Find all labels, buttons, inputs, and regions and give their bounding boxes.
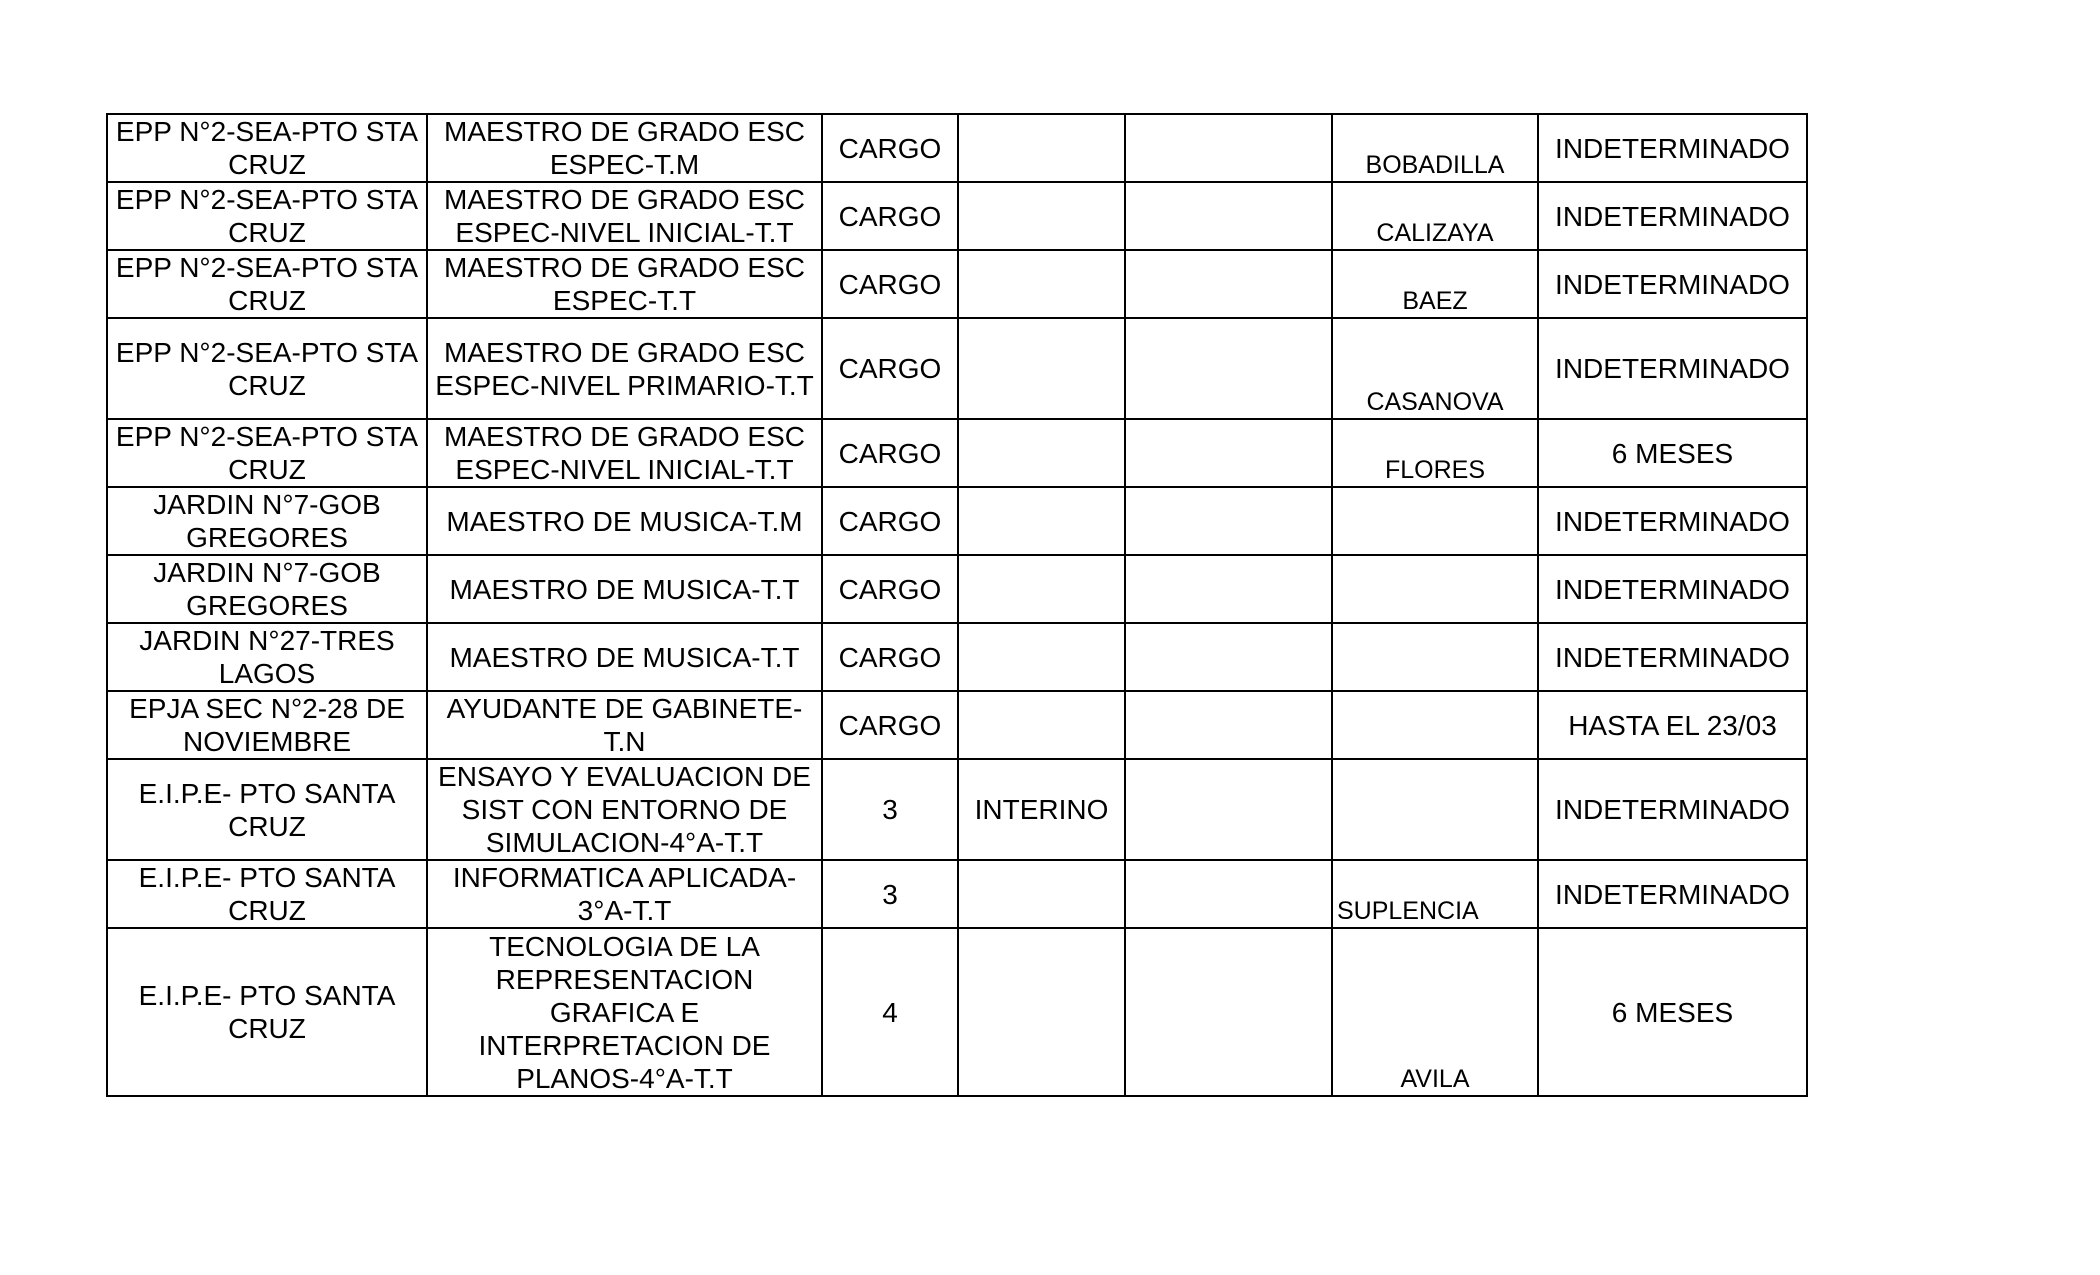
table-row bbox=[107, 555, 1807, 623]
empty-cell bbox=[1125, 318, 1332, 419]
duration-cell: 6 MESES bbox=[1538, 928, 1807, 1096]
name-cell bbox=[1332, 555, 1538, 623]
position-cell: MAESTRO DE GRADO ESC ESPEC-T.M bbox=[427, 114, 822, 182]
duration-cell: INDETERMINADO bbox=[1538, 250, 1807, 318]
school-cell: EPP N°2-SEA-PTO STA CRUZ bbox=[107, 419, 427, 487]
condition-cell bbox=[958, 487, 1125, 555]
name-cell bbox=[1332, 623, 1538, 691]
hours-cell: CARGO bbox=[822, 487, 958, 555]
vacancy-table bbox=[106, 113, 1808, 1097]
name-cell: BOBADILLA bbox=[1332, 114, 1538, 182]
hours-cell: CARGO bbox=[822, 691, 958, 759]
school-cell: EPJA SEC N°2-28 DE NOVIEMBRE bbox=[107, 691, 427, 759]
duration-cell: 6 MESES bbox=[1538, 419, 1807, 487]
school-cell: JARDIN N°7-GOB GREGORES bbox=[107, 555, 427, 623]
condition-cell bbox=[958, 114, 1125, 182]
school-cell: E.I.P.E- PTO SANTA CRUZ bbox=[107, 759, 427, 860]
empty-cell bbox=[1125, 623, 1332, 691]
empty-cell bbox=[1125, 691, 1332, 759]
position-cell: MAESTRO DE GRADO ESC ESPEC-NIVEL PRIMARIO-T.T bbox=[427, 318, 822, 419]
position-cell: TECNOLOGIA DE LA REPRESENTACION GRAFICA E INTERPRETACION DE PLANOS-4°A-T.T bbox=[427, 928, 822, 1096]
duration-cell: INDETERMINADO bbox=[1538, 318, 1807, 419]
duration-cell: INDETERMINADO bbox=[1538, 182, 1807, 250]
table-row bbox=[107, 928, 1807, 1096]
hours-cell: CARGO bbox=[822, 623, 958, 691]
hours-cell: CARGO bbox=[822, 250, 958, 318]
hours-cell: 3 bbox=[822, 759, 958, 860]
condition-cell bbox=[958, 182, 1125, 250]
hours-cell: 3 bbox=[822, 860, 958, 928]
name-cell bbox=[1332, 487, 1538, 555]
name-cell bbox=[1332, 691, 1538, 759]
hours-cell: 4 bbox=[822, 928, 958, 1096]
hours-cell: CARGO bbox=[822, 419, 958, 487]
duration-cell: INDETERMINADO bbox=[1538, 487, 1807, 555]
school-cell: EPP N°2-SEA-PTO STA CRUZ bbox=[107, 182, 427, 250]
table-row bbox=[107, 623, 1807, 691]
table-row bbox=[107, 182, 1807, 250]
condition-cell bbox=[958, 555, 1125, 623]
duration-cell: INDETERMINADO bbox=[1538, 623, 1807, 691]
school-cell: EPP N°2-SEA-PTO STA CRUZ bbox=[107, 318, 427, 419]
hours-cell: CARGO bbox=[822, 182, 958, 250]
empty-cell bbox=[1125, 759, 1332, 860]
empty-cell bbox=[1125, 182, 1332, 250]
condition-cell bbox=[958, 623, 1125, 691]
empty-cell bbox=[1125, 419, 1332, 487]
empty-cell bbox=[1125, 928, 1332, 1096]
school-cell: E.I.P.E- PTO SANTA CRUZ bbox=[107, 860, 427, 928]
position-cell: AYUDANTE DE GABINETE-T.N bbox=[427, 691, 822, 759]
table-row bbox=[107, 318, 1807, 419]
condition-cell bbox=[958, 691, 1125, 759]
hours-cell: CARGO bbox=[822, 318, 958, 419]
school-cell: JARDIN N°27-TRES LAGOS bbox=[107, 623, 427, 691]
position-cell: MAESTRO DE MUSICA-T.M bbox=[427, 487, 822, 555]
position-cell: ENSAYO Y EVALUACION DE SIST CON ENTORNO DE SIMULACION-4°A-T.T bbox=[427, 759, 822, 860]
position-cell: MAESTRO DE GRADO ESC ESPEC-NIVEL INICIAL-T.T bbox=[427, 182, 822, 250]
table-row bbox=[107, 691, 1807, 759]
empty-cell bbox=[1125, 860, 1332, 928]
name-cell: CALIZAYA bbox=[1332, 182, 1538, 250]
table-row bbox=[107, 759, 1807, 860]
condition-cell: INTERINO bbox=[958, 759, 1125, 860]
name-cell: CASANOVA bbox=[1332, 318, 1538, 419]
position-cell: MAESTRO DE MUSICA-T.T bbox=[427, 623, 822, 691]
duration-cell: HASTA EL 23/03 bbox=[1538, 691, 1807, 759]
school-cell: EPP N°2-SEA-PTO STA CRUZ bbox=[107, 114, 427, 182]
condition-cell bbox=[958, 318, 1125, 419]
duration-cell: INDETERMINADO bbox=[1538, 759, 1807, 860]
position-cell: INFORMATICA APLICADA-3°A-T.T bbox=[427, 860, 822, 928]
empty-cell bbox=[1125, 114, 1332, 182]
empty-cell bbox=[1125, 250, 1332, 318]
table-row bbox=[107, 487, 1807, 555]
empty-cell bbox=[1125, 555, 1332, 623]
empty-cell bbox=[1125, 487, 1332, 555]
school-cell: EPP N°2-SEA-PTO STA CRUZ bbox=[107, 250, 427, 318]
position-cell: MAESTRO DE GRADO ESC ESPEC-T.T bbox=[427, 250, 822, 318]
condition-cell bbox=[958, 419, 1125, 487]
name-cell: AVILA bbox=[1332, 928, 1538, 1096]
hours-cell: CARGO bbox=[822, 555, 958, 623]
condition-cell bbox=[958, 928, 1125, 1096]
table-row bbox=[107, 860, 1807, 928]
condition-cell bbox=[958, 860, 1125, 928]
name-cell: SUPLENCIA bbox=[1332, 860, 1538, 928]
table-row bbox=[107, 114, 1807, 182]
condition-cell bbox=[958, 250, 1125, 318]
name-cell: FLORES bbox=[1332, 419, 1538, 487]
position-cell: MAESTRO DE GRADO ESC ESPEC-NIVEL INICIAL-T.T bbox=[427, 419, 822, 487]
name-cell bbox=[1332, 759, 1538, 860]
duration-cell: INDETERMINADO bbox=[1538, 555, 1807, 623]
duration-cell: INDETERMINADO bbox=[1538, 860, 1807, 928]
school-cell: E.I.P.E- PTO SANTA CRUZ bbox=[107, 928, 427, 1096]
table-row bbox=[107, 250, 1807, 318]
hours-cell: CARGO bbox=[822, 114, 958, 182]
school-cell: JARDIN N°7-GOB GREGORES bbox=[107, 487, 427, 555]
duration-cell: INDETERMINADO bbox=[1538, 114, 1807, 182]
table-row bbox=[107, 419, 1807, 487]
name-cell: BAEZ bbox=[1332, 250, 1538, 318]
position-cell: MAESTRO DE MUSICA-T.T bbox=[427, 555, 822, 623]
